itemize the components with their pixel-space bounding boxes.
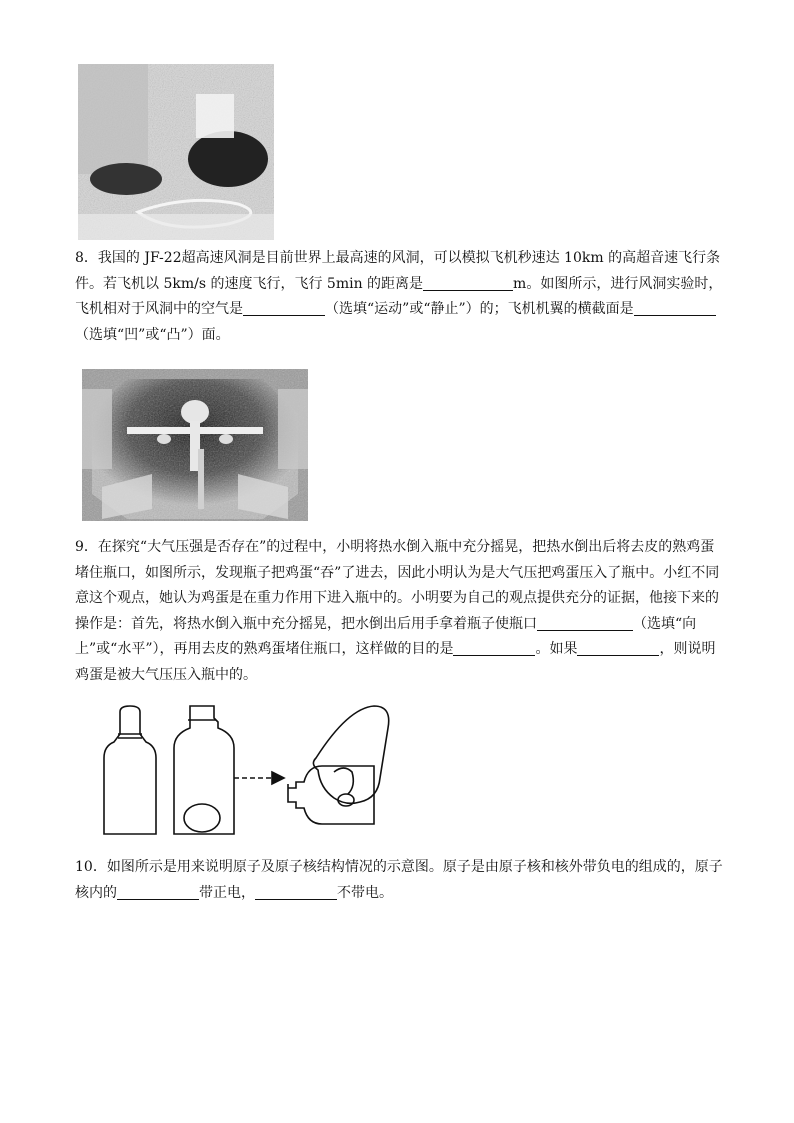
question-10: [75, 855, 725, 906]
q9-blank-purpose[interactable]: [453, 639, 535, 656]
q8-blank-distance[interactable]: [423, 274, 513, 291]
q10-blank-positive[interactable]: [117, 883, 199, 900]
q9-text-3: 。如果: [535, 641, 578, 657]
question-9: [75, 535, 725, 688]
bottle-upright: [104, 706, 156, 834]
q10-text-3: 不带电。: [337, 884, 393, 901]
q10-text-2: 带正电，: [199, 884, 255, 901]
question-8: [75, 246, 725, 348]
q8-text-1: 8．我国的 JF-22超高速风洞是目前世界上最高速的风洞，可以模拟飞机秒速达 10km 的高超音速飞行条件。若飞机以 5km/s 的速度飞行，飞行 5min 的距离是: [75, 250, 721, 292]
wind-tunnel-photo: [82, 369, 308, 521]
q8-blank-motion[interactable]: [243, 299, 325, 316]
q9-blank-observation[interactable]: [577, 639, 659, 656]
q8-text-4: （选填“凹”或“凸”）面。: [75, 326, 230, 343]
experiment-photo: [78, 64, 274, 240]
q8-text-2: m。如图所示，进行风洞实验时，飞机相对于风洞中的空气是: [75, 275, 723, 317]
bottle-with-egg: [174, 706, 234, 834]
q10-blank-neutral[interactable]: [255, 883, 337, 900]
q10-text-1: 10．如图所示是用来说明原子及原子核结构情况的示意图。原子是由原子核和核外带负电的组成的，原子核内的: [75, 859, 723, 901]
q9-text-1: 9．在探究“大气压强是否存在”的过程中，小明将热水倒入瓶中充分摇晃，把热水倒出后将去皮的熟鸡蛋堵住瓶口，如图所示，发现瓶子把鸡蛋“吞”了进去，因此小明认为是大气压把鸡蛋压入了瓶中。小红不同意这个观点，她认为鸡蛋是在重力作用下进入瓶中的。小明要为自己的观点提供充分的证据，他接下来的操作是：首先，将热水倒入瓶中充分摇晃，把水倒出后用手拿着瓶子使瓶口: [75, 539, 720, 632]
arrow-head: [272, 772, 284, 784]
q8-blank-wing-shape[interactable]: [634, 299, 716, 316]
bottle-egg-diagram: [98, 698, 390, 840]
q9-text-2: （选填“向上”或“水平”），再用去皮的熟鸡蛋堵住瓶口，这样做的目的是: [75, 615, 697, 657]
q9-blank-bottle-direction[interactable]: [537, 614, 633, 631]
q8-text-3: （选填“运动”或“静止”）的；飞机机翼的横截面是: [325, 301, 634, 317]
egg: [184, 804, 220, 832]
q9-text-4: ，则说明鸡蛋是被大气压压入瓶中的。: [75, 641, 716, 683]
